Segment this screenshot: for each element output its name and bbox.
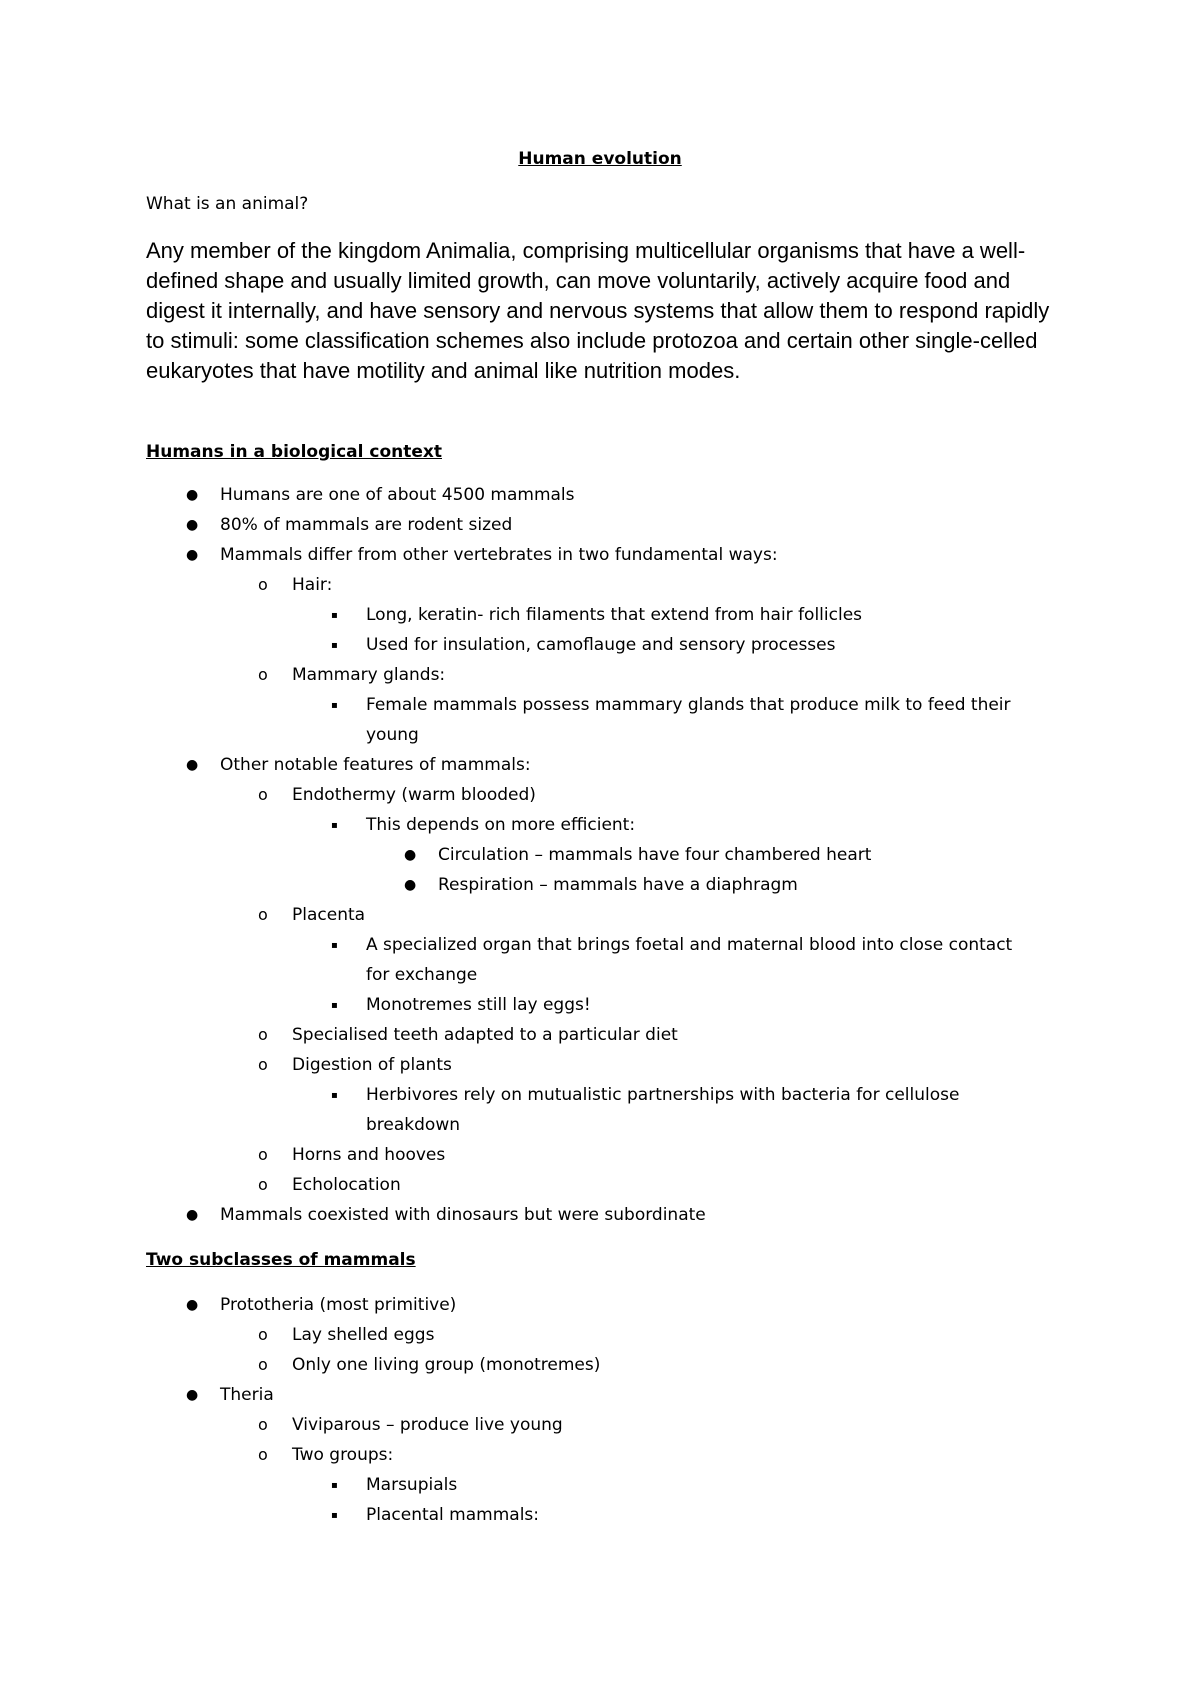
bullet-circle-icon: o [258,1175,268,1194]
list-item: o Horns and hooves [258,1140,445,1170]
bullet-circle-icon: o [258,1145,268,1164]
list-item: ▪ Herbivores rely on mutualistic partnerships with bacteria for cellulose [331,1080,959,1110]
definition-paragraph: Any member of the kingdom Animalia, comprising multicellular organisms that have a well-defined shape and usually limited growth, can move voluntarily, actively acquire food and digest it internally, and have sensory and nervous systems that allow them to respond rapidly to stimuli: some classification schemes also include protozoa and certain other single-celled eukaryotes that have motility and animal like nutrition modes. [146,238,1050,383]
bullet-square-icon: ▪ [331,610,338,621]
bullet-square-icon: ▪ [331,940,338,951]
document-title: Human evolution [518,149,682,169]
list-item: ▪ A specialized organ that brings foetal and maternal blood into close contact [331,930,1012,960]
bullet-dot-icon: ● [186,517,199,533]
section-heading-two-subclasses: Two subclasses of mammals [146,1250,416,1270]
bullet-dot-icon: ● [404,847,417,863]
list-item: ● Theria [186,1380,274,1410]
list-item: ● Prototheria (most primitive) [186,1290,456,1320]
list-item: ▪ This depends on more efficient: [331,810,635,840]
bullet-circle-icon: o [258,1415,268,1434]
bullet-square-icon: ▪ [331,1000,338,1011]
list-item: o Two groups: [258,1440,393,1470]
list-item: ▪ Long, keratin- rich filaments that extend from hair follicles [331,600,862,630]
list-item: o Only one living group (monotremes) [258,1350,600,1380]
list-item: o Lay shelled eggs [258,1320,434,1350]
bullet-circle-icon: o [258,905,268,924]
bullet-square-icon: ▪ [331,1480,338,1491]
list-item: o Placenta [258,900,365,930]
bullet-dot-icon: ● [186,1297,199,1313]
list-item-continuation: for exchange [366,965,478,985]
list-item: ● Circulation – mammals have four chambered heart [404,840,871,870]
bullet-square-icon: ▪ [331,820,338,831]
bullet-square-icon: ▪ [331,1090,338,1101]
list-item: ● Other notable features of mammals: [186,750,531,780]
list-item: o Hair: [258,570,332,600]
bullet-dot-icon: ● [186,1207,199,1223]
bullet-circle-icon: o [258,1445,268,1464]
list-item: ● Mammals differ from other vertebrates in two fundamental ways: [186,540,778,570]
list-item: o Digestion of plants [258,1050,452,1080]
list-item: ▪ Used for insulation, camoflauge and sensory processes [331,630,835,660]
list-item: o Mammary glands: [258,660,445,690]
question-text: What is an animal? [146,194,309,214]
list-item: ▪ Monotremes still lay eggs! [331,990,591,1020]
bullet-dot-icon: ● [186,487,199,503]
bullet-square-icon: ▪ [331,640,338,651]
list-item-continuation: breakdown [366,1115,460,1135]
bullet-circle-icon: o [258,785,268,804]
list-item: ● 80% of mammals are rodent sized [186,510,512,540]
bullet-dot-icon: ● [186,757,199,773]
bullet-circle-icon: o [258,665,268,684]
list-item: o Viviparous – produce live young [258,1410,563,1440]
list-item: o Endothermy (warm blooded) [258,780,536,810]
bullet-circle-icon: o [258,1055,268,1074]
bullet-dot-icon: ● [186,547,199,563]
list-item: ▪ Placental mammals: [331,1500,539,1530]
list-item-continuation: young [366,725,419,745]
bullet-square-icon: ▪ [331,1510,338,1521]
list-item: ▪ Marsupials [331,1470,457,1500]
bullet-circle-icon: o [258,1325,268,1344]
list-item: ● Mammals coexisted with dinosaurs but were subordinate [186,1200,706,1230]
list-item: o Specialised teeth adapted to a particular diet [258,1020,678,1050]
section-heading-biological-context: Humans in a biological context [146,442,442,462]
list-item: ● Respiration – mammals have a diaphragm [404,870,798,900]
list-item: ▪ Female mammals possess mammary glands that produce milk to feed their [331,690,1011,720]
bullet-circle-icon: o [258,575,268,594]
bullet-square-icon: ▪ [331,700,338,711]
bullet-dot-icon: ● [186,1387,199,1403]
bullet-circle-icon: o [258,1355,268,1374]
list-item: o Echolocation [258,1170,401,1200]
list-item: ● Humans are one of about 4500 mammals [186,480,575,510]
bullet-dot-icon: ● [404,877,417,893]
bullet-circle-icon: o [258,1025,268,1044]
